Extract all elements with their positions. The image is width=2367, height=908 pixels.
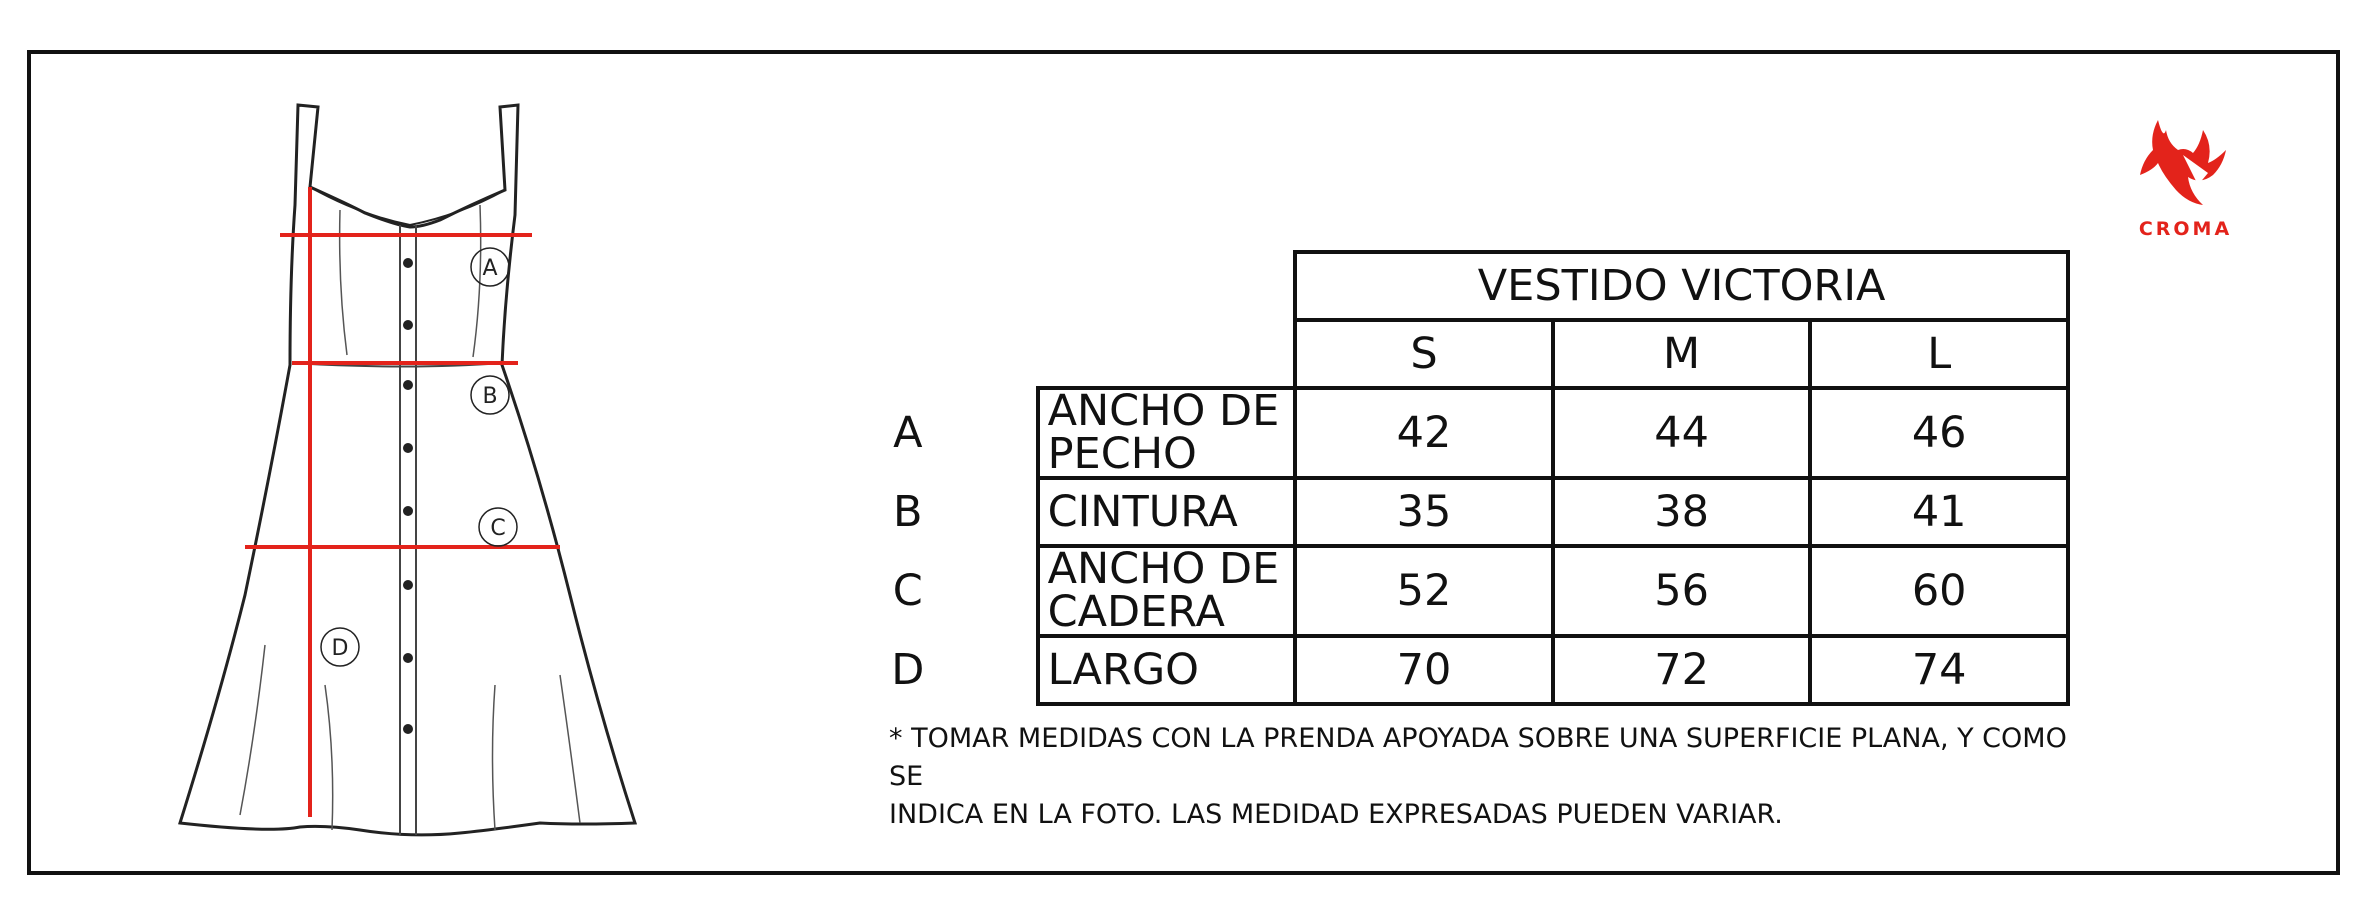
value-l: 41 [1810, 478, 2068, 546]
row-letter: A [893, 407, 923, 458]
size-s-header: S [1295, 320, 1553, 388]
table-row [780, 478, 2068, 546]
value-m: 72 [1553, 636, 1811, 704]
row-letter: C [892, 565, 923, 616]
size-chart [780, 250, 2070, 834]
product-title: VESTIDO VICTORIA [1295, 252, 2068, 320]
size-l-header: L [1810, 320, 2068, 388]
label-d: D [331, 636, 349, 661]
measure-name: ANCHO DE CADERA [1038, 546, 1296, 636]
title-row [780, 252, 2068, 320]
row-letter: B [893, 486, 923, 537]
value-l: 60 [1810, 546, 2068, 636]
value-m: 38 [1553, 478, 1811, 546]
size-table [780, 250, 2070, 706]
size-header-row [780, 320, 2068, 388]
dress-drawing [160, 95, 660, 850]
brand-name: CROMA [2138, 218, 2233, 240]
buttons [403, 258, 413, 734]
value-s: 52 [1295, 546, 1553, 636]
measure-name: CINTURA [1038, 478, 1296, 546]
table-row [780, 636, 2068, 704]
value-m: 56 [1553, 546, 1811, 636]
measurement-note [889, 720, 2089, 834]
size-m-header: M [1553, 320, 1811, 388]
note-line-2: INDICA EN LA FOTO. LAS MEDIDAD EXPRESADAS PUEDEN VARIAR. [889, 799, 1783, 830]
value-l: 74 [1810, 636, 2068, 704]
measure-name: LARGO [1038, 636, 1296, 704]
label-c: C [490, 516, 506, 541]
dress-sketch [160, 95, 660, 850]
value-s: 42 [1295, 388, 1553, 478]
note-line-1: * TOMAR MEDIDAS CON LA PRENDA APOYADA SOBRE UNA SUPERFICIE PLANA, Y COMO SE [889, 723, 2067, 792]
label-b: B [482, 384, 498, 409]
brand-logo [2128, 115, 2243, 245]
row-letter: D [891, 644, 925, 695]
devil-icon [2128, 115, 2243, 215]
table-row [780, 388, 2068, 478]
value-s: 70 [1295, 636, 1553, 704]
value-l: 46 [1810, 388, 2068, 478]
label-a: A [482, 256, 498, 281]
value-m: 44 [1553, 388, 1811, 478]
table-row [780, 546, 2068, 636]
value-s: 35 [1295, 478, 1553, 546]
measure-name: ANCHO DE PECHO [1038, 388, 1296, 478]
